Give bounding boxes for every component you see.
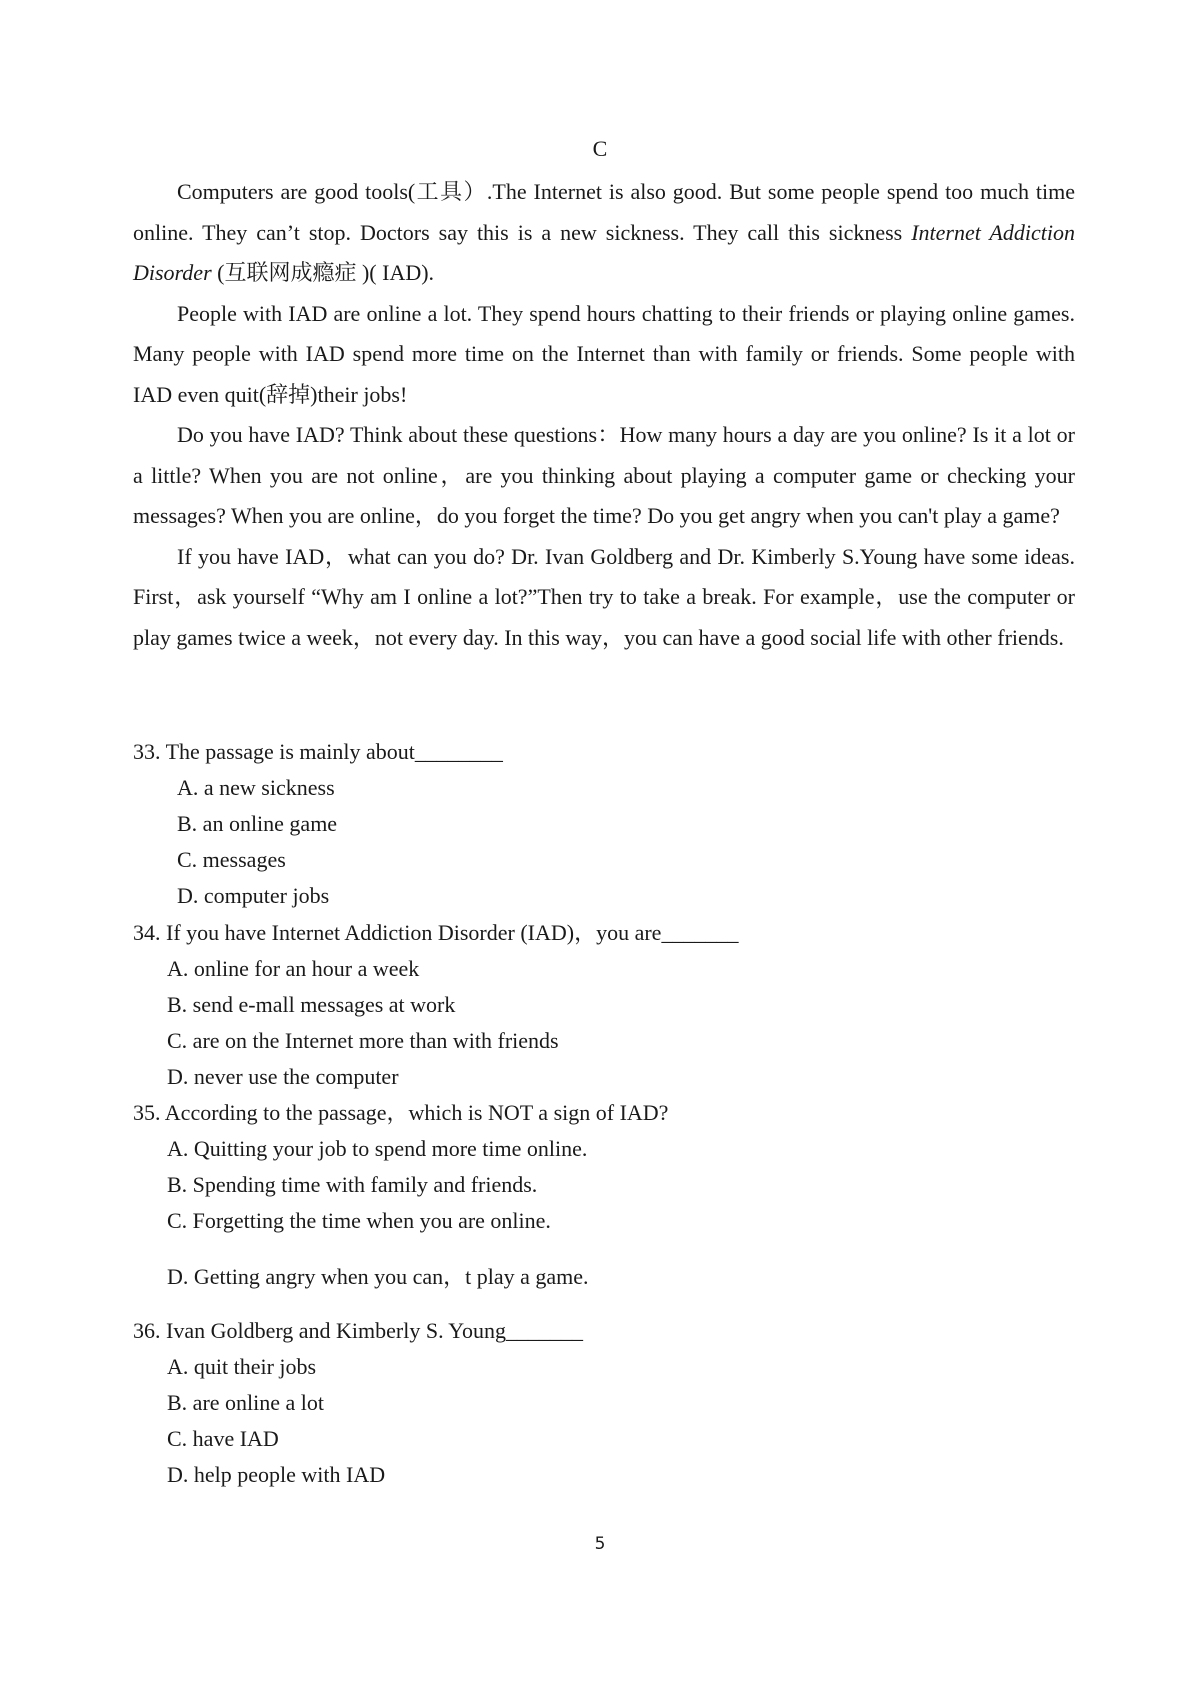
option-a: A. online for an hour a week bbox=[167, 956, 420, 981]
option-c: C. messages bbox=[177, 847, 286, 872]
passage-paragraph-4: If you have IAD，what can you do? Dr. Ivan Goldberg and Dr. Kimberly S.Young have some ideas. First，ask yourself “Why am I online a lot?”Then try to take a break. For example，use the computer or play games twice a week，not every day. In this way，you can have a good social life with other friends. bbox=[133, 543, 1075, 650]
italic-term: Internet Addiction Disorder bbox=[133, 219, 1075, 285]
passage-paragraph-2: People with IAD are online a lot. They spend hours chatting to their friends or playing online games. Many people with IAD spend more time on the Internet than with family or friends. Some people with IAD even quit(辞掉)their jobs! bbox=[133, 300, 1075, 407]
question-stem: 33. The passage is mainly about________ bbox=[133, 739, 503, 764]
option-c: C. have IAD bbox=[167, 1426, 279, 1451]
option-a: A. Quitting your job to spend more time online. bbox=[167, 1136, 588, 1161]
option-d: D. Getting angry when you can，t play a game. bbox=[167, 1264, 589, 1289]
passage-text: Computers are good tools(工具）.The Internet is also good. But some people spend too much time online. They can’t stop. Doctors say this is a new sickness. They call this sickness bbox=[133, 179, 1075, 245]
option-c: C. Forgetting the time when you are online. bbox=[167, 1208, 551, 1233]
question-33 bbox=[133, 734, 503, 914]
question-stem: 36. Ivan Goldberg and Kimberly S. Young_______ bbox=[133, 1318, 583, 1343]
page-number: 5 bbox=[594, 1534, 606, 1554]
option-b: B. are online a lot bbox=[167, 1390, 325, 1415]
passage-paragraph-1 bbox=[133, 172, 1075, 294]
option-b: B. Spending time with family and friends. bbox=[167, 1172, 538, 1197]
question-stem: 35. According to the passage，which is NOT a sign of IAD? bbox=[133, 1100, 669, 1125]
question-34 bbox=[133, 915, 738, 1095]
passage-text: (互联网成瘾症 )( IAD). bbox=[211, 260, 435, 285]
option-c: C. are on the Internet more than with friends bbox=[167, 1028, 559, 1053]
option-b: B. send e-mall messages at work bbox=[167, 992, 456, 1017]
option-d: D. help people with IAD bbox=[167, 1462, 386, 1487]
question-stem: 34. If you have Internet Addiction Disorder (IAD)，you are_______ bbox=[133, 920, 739, 945]
section-heading: C bbox=[592, 136, 608, 161]
option-b: B. an online game bbox=[177, 811, 338, 836]
option-d: D. computer jobs bbox=[177, 883, 330, 908]
option-a: A. a new sickness bbox=[177, 775, 335, 800]
passage-paragraph-3: Do you have IAD? Think about these questions：How many hours a day are you online? Is it a lot or a little? When you are not online，are you thinking about playing a computer game or checking your messages? When you are online，do you forget the time? Do you get angry when you can't play a game? bbox=[133, 422, 1075, 528]
question-36 bbox=[133, 1313, 583, 1493]
option-d: D. never use the computer bbox=[167, 1064, 399, 1089]
option-a: A. quit their jobs bbox=[167, 1354, 317, 1379]
question-35 bbox=[133, 1095, 668, 1295]
reading-passage bbox=[133, 172, 1075, 658]
